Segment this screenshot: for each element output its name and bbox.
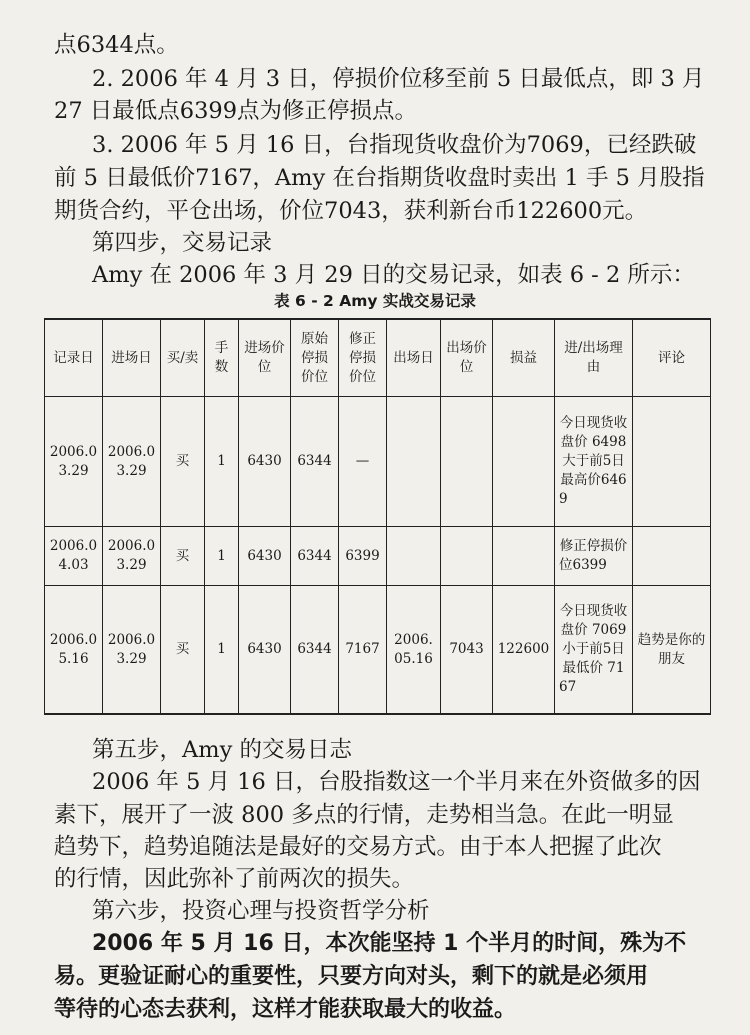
header-cell: 买/卖 xyxy=(161,319,205,397)
table-cell: 122600 xyxy=(493,586,555,715)
table-cell: 6344 xyxy=(291,527,339,586)
table-cell: 2006.03.29 xyxy=(103,397,161,527)
table-cell: 1 xyxy=(205,527,239,586)
table-cell: 2006.05.16 xyxy=(387,586,441,715)
table-cell xyxy=(441,527,493,586)
table-cell: 1 xyxy=(205,586,239,715)
text-line: 趋势下，趋势追随法是最好的交易方式。由于本人把握了此次 xyxy=(54,834,662,860)
table-cell: 今日现货收盘价 6498 大于前5日最高价6469 xyxy=(555,397,633,527)
header-cell: 手数 xyxy=(205,319,239,397)
text-line: 前 5 日最低价7167，Amy 在台指期货收盘时卖出 1 手 5 月股指 xyxy=(54,165,705,191)
text-line: 3. 2006 年 5 月 16 日，台指现货收盘价为7069，已经跌破 xyxy=(92,132,697,158)
table-cell xyxy=(441,397,493,527)
table-cell xyxy=(493,527,555,586)
text-line: 27 日最低点6399点为修正停损点。 xyxy=(54,98,418,124)
header-cell: 出场日 xyxy=(387,319,441,397)
table-cell: 修正停损价位6399 xyxy=(555,527,633,586)
table-cell: 6430 xyxy=(239,397,291,527)
table-cell: 买 xyxy=(161,527,205,586)
table-cell: 买 xyxy=(161,397,205,527)
table-cell xyxy=(387,397,441,527)
section-heading: 第五步，Amy 的交易日志 xyxy=(92,737,352,763)
section-heading: 第六步，投资心理与投资哲学分析 xyxy=(92,898,430,924)
header-cell: 原始停损价位 xyxy=(291,319,339,397)
table-row xyxy=(45,527,711,586)
table-cell: 2006.05.16 xyxy=(45,586,103,715)
trade-record-table xyxy=(44,318,711,715)
text-line: 点6344点。 xyxy=(54,32,179,58)
text-line: 2006 年 5 月 16 日，台股指数这一个半月来在外资做多的因 xyxy=(92,769,701,795)
table-cell: 今日现货收盘价 7069 小于前5日最低价 7167 xyxy=(555,586,633,715)
text-line: 的行情，因此弥补了前两次的损失。 xyxy=(54,866,415,892)
table-cell: 2006.03.29 xyxy=(45,397,103,527)
table-cell xyxy=(387,527,441,586)
bold-text-line: 易。更验证耐心的重要性，只要方向对头，剩下的就是必须用 xyxy=(54,964,649,989)
section-heading: 第四步，交易记录 xyxy=(92,230,273,256)
table-cell: 7043 xyxy=(441,586,493,715)
table-cell xyxy=(633,397,711,527)
header-cell: 进场价位 xyxy=(239,319,291,397)
table-cell: 7167 xyxy=(339,586,387,715)
header-cell: 进场日 xyxy=(103,319,161,397)
text-line: 期货合约，平仓出场，价位7043，获利新台币122600元。 xyxy=(54,198,648,224)
table-cell xyxy=(633,527,711,586)
bold-text-line: 2006 年 5 月 16 日，本次能坚持 1 个半月的时间，殊为不 xyxy=(92,931,687,956)
table-cell: 6344 xyxy=(291,397,339,527)
table-cell xyxy=(493,397,555,527)
table-caption: 表 6 - 2 Amy 实战交易记录 xyxy=(274,292,476,310)
text-line: Amy 在 2006 年 3 月 29 日的交易记录，如表 6 - 2 所示： xyxy=(92,262,695,288)
header-cell: 损益 xyxy=(493,319,555,397)
table-row xyxy=(45,397,711,527)
table-cell: 6430 xyxy=(239,527,291,586)
table-cell: 1 xyxy=(205,397,239,527)
table-cell: — xyxy=(339,397,387,527)
table-cell: 6430 xyxy=(239,586,291,715)
text-line: 素下，展开了一波 800 多点的行情，走势相当急。在此一明显 xyxy=(54,802,674,828)
header-cell: 出场价位 xyxy=(441,319,493,397)
header-cell: 进/出场理由 xyxy=(555,319,633,397)
table-cell: 2006.04.03 xyxy=(45,527,103,586)
bold-text-line: 等待的心态去获利，这样才能获取最大的收益。 xyxy=(54,997,517,1022)
table-cell: 买 xyxy=(161,586,205,715)
table-row xyxy=(45,586,711,715)
table-cell: 2006.03.29 xyxy=(103,586,161,715)
table-cell: 2006.03.29 xyxy=(103,527,161,586)
header-cell: 修正停损价位 xyxy=(339,319,387,397)
table-cell: 6344 xyxy=(291,586,339,715)
header-cell: 评论 xyxy=(633,319,711,397)
table-cell: 6399 xyxy=(339,527,387,586)
text-line: 2. 2006 年 4 月 3 日，停损价位移至前 5 日最低点，即 3 月 xyxy=(92,66,705,92)
header-cell: 记录日 xyxy=(45,319,103,397)
table-cell: 趋势是你的朋友 xyxy=(633,586,711,715)
